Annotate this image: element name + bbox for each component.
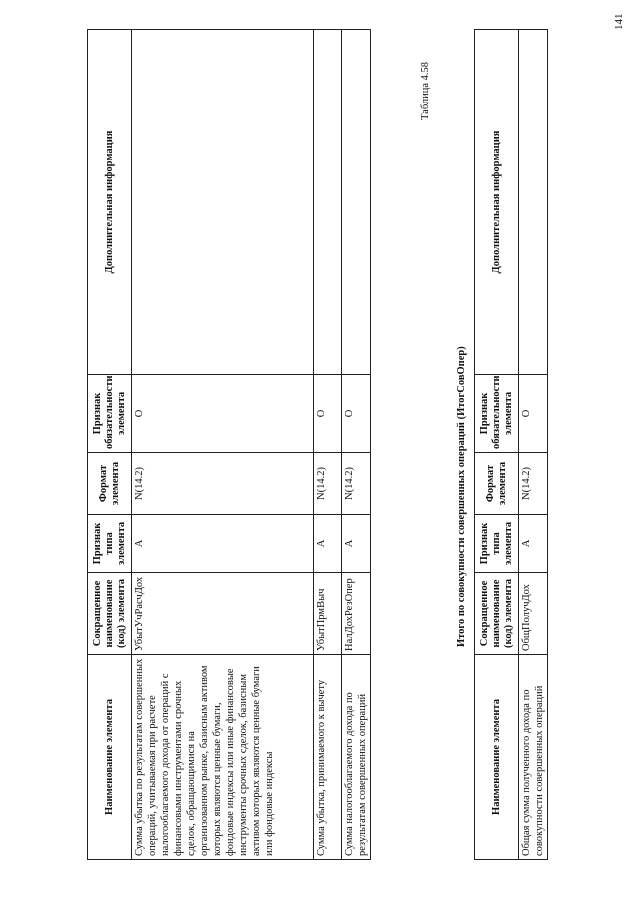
header-code: Сокращенное наименование (код) элемента <box>88 573 132 655</box>
cell-format: N(14.2) <box>519 453 548 515</box>
cell-code: УбытПрмВыч <box>314 573 342 655</box>
cell-format: N(14.2) <box>342 453 371 515</box>
table-row <box>314 30 342 860</box>
header-name: Наименование элемента <box>88 655 132 860</box>
header-format: Формат элемента <box>88 453 132 515</box>
cell-format: N(14.2) <box>314 453 342 515</box>
cell-required: О <box>342 375 371 453</box>
cell-type: А <box>132 515 314 573</box>
cell-code: НалДохРезОпер <box>342 573 371 655</box>
cell-name: Сумма убытка, принимаемого к вычету <box>314 655 342 860</box>
table-header-row <box>88 30 132 860</box>
header-required: Признак обязательности элемента <box>475 375 519 453</box>
cell-code: ОбщПолучДох <box>519 573 548 655</box>
table-continuation <box>87 29 371 860</box>
table-header-row <box>475 30 519 860</box>
header-code: Сокращенное наименование (код) элемента <box>475 573 519 655</box>
table-row <box>342 30 371 860</box>
cell-format: N(14.2) <box>132 453 314 515</box>
cell-type: А <box>342 515 371 573</box>
cell-info <box>314 30 342 375</box>
cell-name: Общая сумма полученного дохода по совокупности совершенных операций <box>519 655 548 860</box>
cell-code: УбытУчРасчДох <box>132 573 314 655</box>
header-info: Дополнительная информация <box>475 30 519 375</box>
header-name: Наименование элемента <box>475 655 519 860</box>
cell-required: О <box>519 375 548 453</box>
cell-required: О <box>314 375 342 453</box>
header-type: Признак типа элемента <box>475 515 519 573</box>
cell-required: О <box>132 375 314 453</box>
cell-type: А <box>519 515 548 573</box>
cell-info <box>132 30 314 375</box>
table-row <box>519 30 548 860</box>
cell-name: Сумма налогооблагаемого дохода по результатам совершенных операций <box>342 655 371 860</box>
header-type: Признак типа элемента <box>88 515 132 573</box>
table-caption: Итого по совокупности совершенных операций (ИтогСовОпер) <box>456 346 467 647</box>
cell-type: А <box>314 515 342 573</box>
page-number: 141 <box>613 13 625 30</box>
table-4-58 <box>474 29 548 860</box>
cell-info <box>519 30 548 375</box>
cell-name: Сумма убытка по результатам совершенных операций, учитываемая при расчете налогооблагаемого дохода от операций с финансовыми инструментами срочных сделок, обращающимися на организованном рынке, базисным активом которых являются ценные бумаги, фондовые индексы или иные финансовые инструменты срочных сделок, базисным активом которых являются ценные бумаги или фондовые индексы <box>132 655 314 860</box>
cell-info <box>342 30 371 375</box>
header-required: Признак обязательности элемента <box>88 375 132 453</box>
table-number-label: Таблица 4.58 <box>420 61 431 120</box>
table-row <box>132 30 314 860</box>
header-info: Дополнительная информация <box>88 30 132 375</box>
header-format: Формат элемента <box>475 453 519 515</box>
